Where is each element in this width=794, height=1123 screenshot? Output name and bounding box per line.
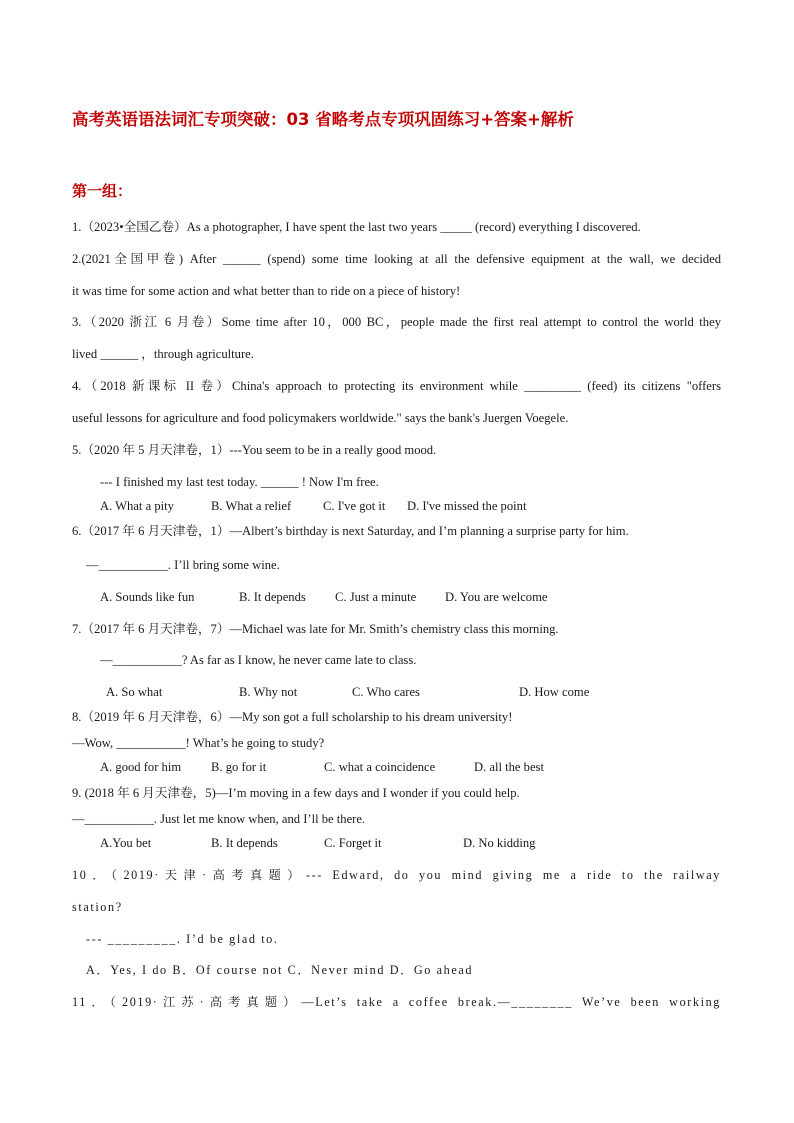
- question-5-line-1: 5.（2020 年 5 月天津卷，1）---You seem to be in a really good mood.: [72, 443, 437, 457]
- question-6-line-2: —___________. I’ll bring some wine.: [86, 558, 280, 572]
- question-6-option-b: B. It depends: [239, 590, 306, 604]
- question-10-options: A．Yes, I do B．Of course not C．Never mind D．Go ahead: [86, 963, 474, 977]
- question-7-option-c: C. Who cares: [352, 685, 420, 699]
- question-6-option-d: D. You are welcome: [445, 590, 548, 604]
- question-9-line-2: —___________. Just let me know when, and I’ll be there.: [72, 812, 366, 826]
- question-9-line-1: 9. (2018 年 6 月天津卷，5)—I’m moving in a few days and I wonder if you could help.: [72, 786, 520, 800]
- question-2-line-2: it was time for some action and what better than to ride on a piece of history!: [72, 284, 461, 298]
- question-6-line-1: 6.（2017 年 6 月天津卷，1）—Albert’s birthday is next Saturday, and I’m planning a surprise party for him.: [72, 524, 629, 538]
- question-8-option-d: D. all the best: [474, 760, 544, 774]
- question-9-option-b: B. It depends: [211, 836, 278, 850]
- question-9-option-c: C. Forget it: [324, 836, 382, 850]
- question-10-line-3: --- _________. I’d be glad to.: [86, 932, 279, 946]
- question-7-option-d: D. How come: [519, 685, 590, 699]
- question-4-line-1: 4.（2018 新课标 II 卷）China's approach to protecting its environment while _________ (feed) its citizens "offers: [72, 379, 721, 393]
- question-8-option-c: C. what a coincidence: [324, 760, 436, 774]
- question-5-option-d: D. I've missed the point: [407, 499, 527, 513]
- question-7-option-a: A. So what: [106, 685, 163, 699]
- document-title: 高考英语语法词汇专项突破：03 省略考点专项巩固练习+答案+解析: [72, 110, 574, 129]
- question-9-option-a: A.You bet: [100, 836, 152, 850]
- question-10-line-1: 10．（2019·天津·高考真题）--- Edward, do you mind giving me a ride to the railway: [72, 868, 721, 882]
- question-2-line-1: 2.(2021全国甲卷) After ______ (spend) some time looking at all the defensive equipment at the wall, we decided: [72, 252, 721, 266]
- question-5-option-c: C. I've got it: [323, 499, 386, 513]
- question-5-line-2: --- I finished my last test today. ______ ! Now I'm free.: [100, 475, 379, 489]
- question-6-option-c: C. Just a minute: [335, 590, 417, 604]
- question-6-option-a: A. Sounds like fun: [100, 590, 195, 604]
- question-4-line-2: useful lessons for agriculture and food policymakers worldwide." says the bank's Juergen Voegele.: [72, 411, 569, 425]
- question-5-option-b: B. What a relief: [211, 499, 292, 513]
- question-7-line-2: —___________? As far as I know, he never came late to class.: [100, 653, 417, 667]
- question-9-option-d: D. No kidding: [463, 836, 536, 850]
- question-3-line-1: 3.（2020 浙江 6 月卷）Some time after 10，000 BC，people made the first real attempt to control the world they: [72, 315, 721, 329]
- question-3-line-2: lived ______ ，through agriculture.: [72, 347, 254, 361]
- question-8-option-b: B. go for it: [211, 760, 267, 774]
- question-7-option-b: B. Why not: [239, 685, 298, 699]
- question-10-line-2: station?: [72, 900, 123, 914]
- question-8-option-a: A. good for him: [100, 760, 182, 774]
- question-8-line-1: 8.（2019 年 6 月天津卷，6）—My son got a full scholarship to his dream university!: [72, 710, 513, 724]
- question-7-line-1: 7.（2017 年 6 月天津卷，7）—Michael was late for Mr. Smith’s chemistry class this morning.: [72, 622, 559, 636]
- question-8-line-2: —Wow, ___________! What’s he going to study?: [72, 736, 325, 750]
- group-heading: 第一组：: [72, 182, 133, 200]
- question-5-option-a: A. What a pity: [100, 499, 174, 513]
- question-11-line-1: 11．（2019·江苏·高考真题）—Let’s take a coffee break.—________ We’ve been working: [72, 995, 721, 1009]
- question-1-line-1: 1.（2023•全国乙卷）As a photographer, I have spent the last two years _____ (record) everything I discovered.: [72, 220, 641, 234]
